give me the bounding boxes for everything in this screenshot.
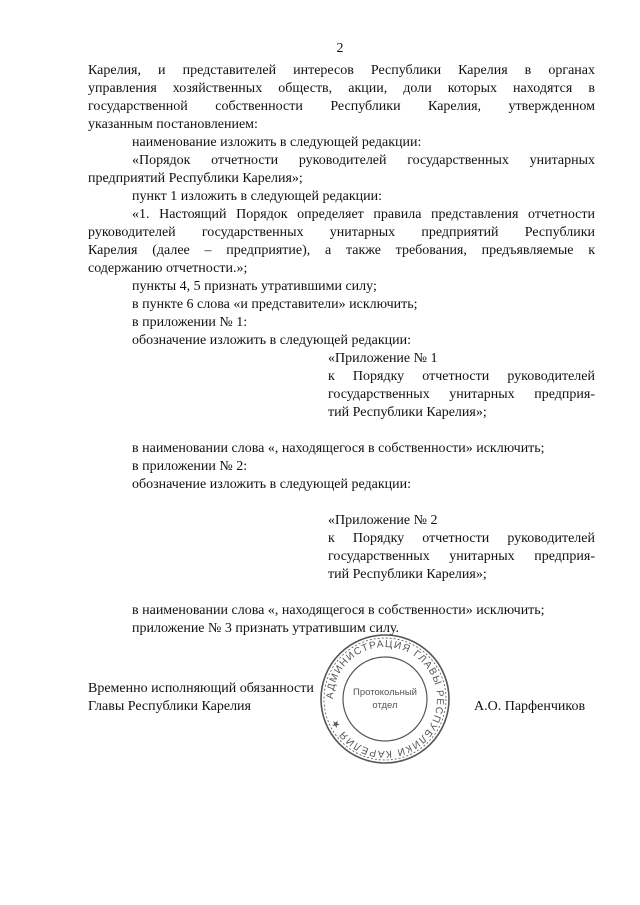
- signatory-name: А.О. Парфенчиков: [474, 699, 586, 714]
- signatory-title: Главы Республики Карелия: [88, 699, 251, 714]
- paragraph-line: обозначение изложить в следующей редакции:: [132, 477, 412, 492]
- paragraph-line: в пункте 6 слова «и представители» исключить;: [132, 297, 418, 312]
- page-number: 2: [336, 41, 344, 56]
- paragraph-line: пункт 1 изложить в следующей редакции:: [132, 189, 382, 204]
- appendix-heading: «Приложение № 1: [328, 351, 438, 366]
- svg-text:АДМИНИСТРАЦИЯ ГЛАВЫ РЕСПУБЛИКИ: АДМИНИСТРАЦИЯ ГЛАВЫ РЕСПУБЛИКИ КАРЕЛИЯ ★: [324, 638, 446, 760]
- paragraph-line: управления хозяйственных обществ, акции, доли которых находятся в: [88, 81, 595, 96]
- paragraph-line: Карелия, и представителей интересов Республики Карелия в органах: [88, 63, 595, 78]
- paragraph-line: наименование изложить в следующей редакции:: [132, 135, 422, 150]
- appendix-line: тий Республики Карелия»;: [328, 405, 487, 420]
- appendix-line: к Порядку отчетности руководителей: [328, 531, 595, 546]
- svg-text:Протокольный: Протокольный: [353, 687, 417, 698]
- appendix-line: государственных унитарных предприя-: [328, 549, 595, 564]
- paragraph-line: «1. Настоящий Порядок определяет правила представления отчетности: [132, 207, 595, 222]
- paragraph-line: в приложении № 2:: [132, 459, 248, 474]
- paragraph-line: предприятий Республики Карелия»;: [88, 171, 303, 186]
- paragraph-line: в приложении № 1:: [132, 315, 248, 330]
- signatory-title: Временно исполняющий обязанности: [88, 681, 314, 696]
- paragraph-line: государственной собственности Республики Карелия, утвержденном: [88, 99, 595, 114]
- appendix-line: государственных унитарных предприя-: [328, 387, 595, 402]
- paragraph-line: в наименовании слова «, находящегося в собственности» исключить;: [132, 441, 545, 456]
- paragraph-line: «Порядок отчетности руководителей государственных унитарных: [132, 153, 595, 168]
- appendix-line: тий Республики Карелия»;: [328, 567, 487, 582]
- appendix-line: к Порядку отчетности руководителей: [328, 369, 595, 384]
- paragraph-line: обозначение изложить в следующей редакции:: [132, 333, 412, 348]
- paragraph-line: руководителей государственных унитарных предприятий Республики: [88, 225, 595, 240]
- paragraph-line: содержанию отчетности.»;: [88, 261, 248, 276]
- svg-text:отдел: отдел: [372, 700, 398, 711]
- paragraph-line: указанным постановлением:: [88, 117, 258, 132]
- paragraph-line: приложение № 3 признать утратившим силу.: [132, 621, 400, 636]
- appendix-heading: «Приложение № 2: [328, 513, 438, 528]
- paragraph-line: Карелия (далее – предприятие), а также требования, предъявляемые к: [88, 243, 595, 258]
- paragraph-line: в наименовании слова «, находящегося в собственности» исключить;: [132, 603, 545, 618]
- paragraph-line: пункты 4, 5 признать утратившими силу;: [132, 279, 377, 294]
- official-stamp: [318, 632, 452, 766]
